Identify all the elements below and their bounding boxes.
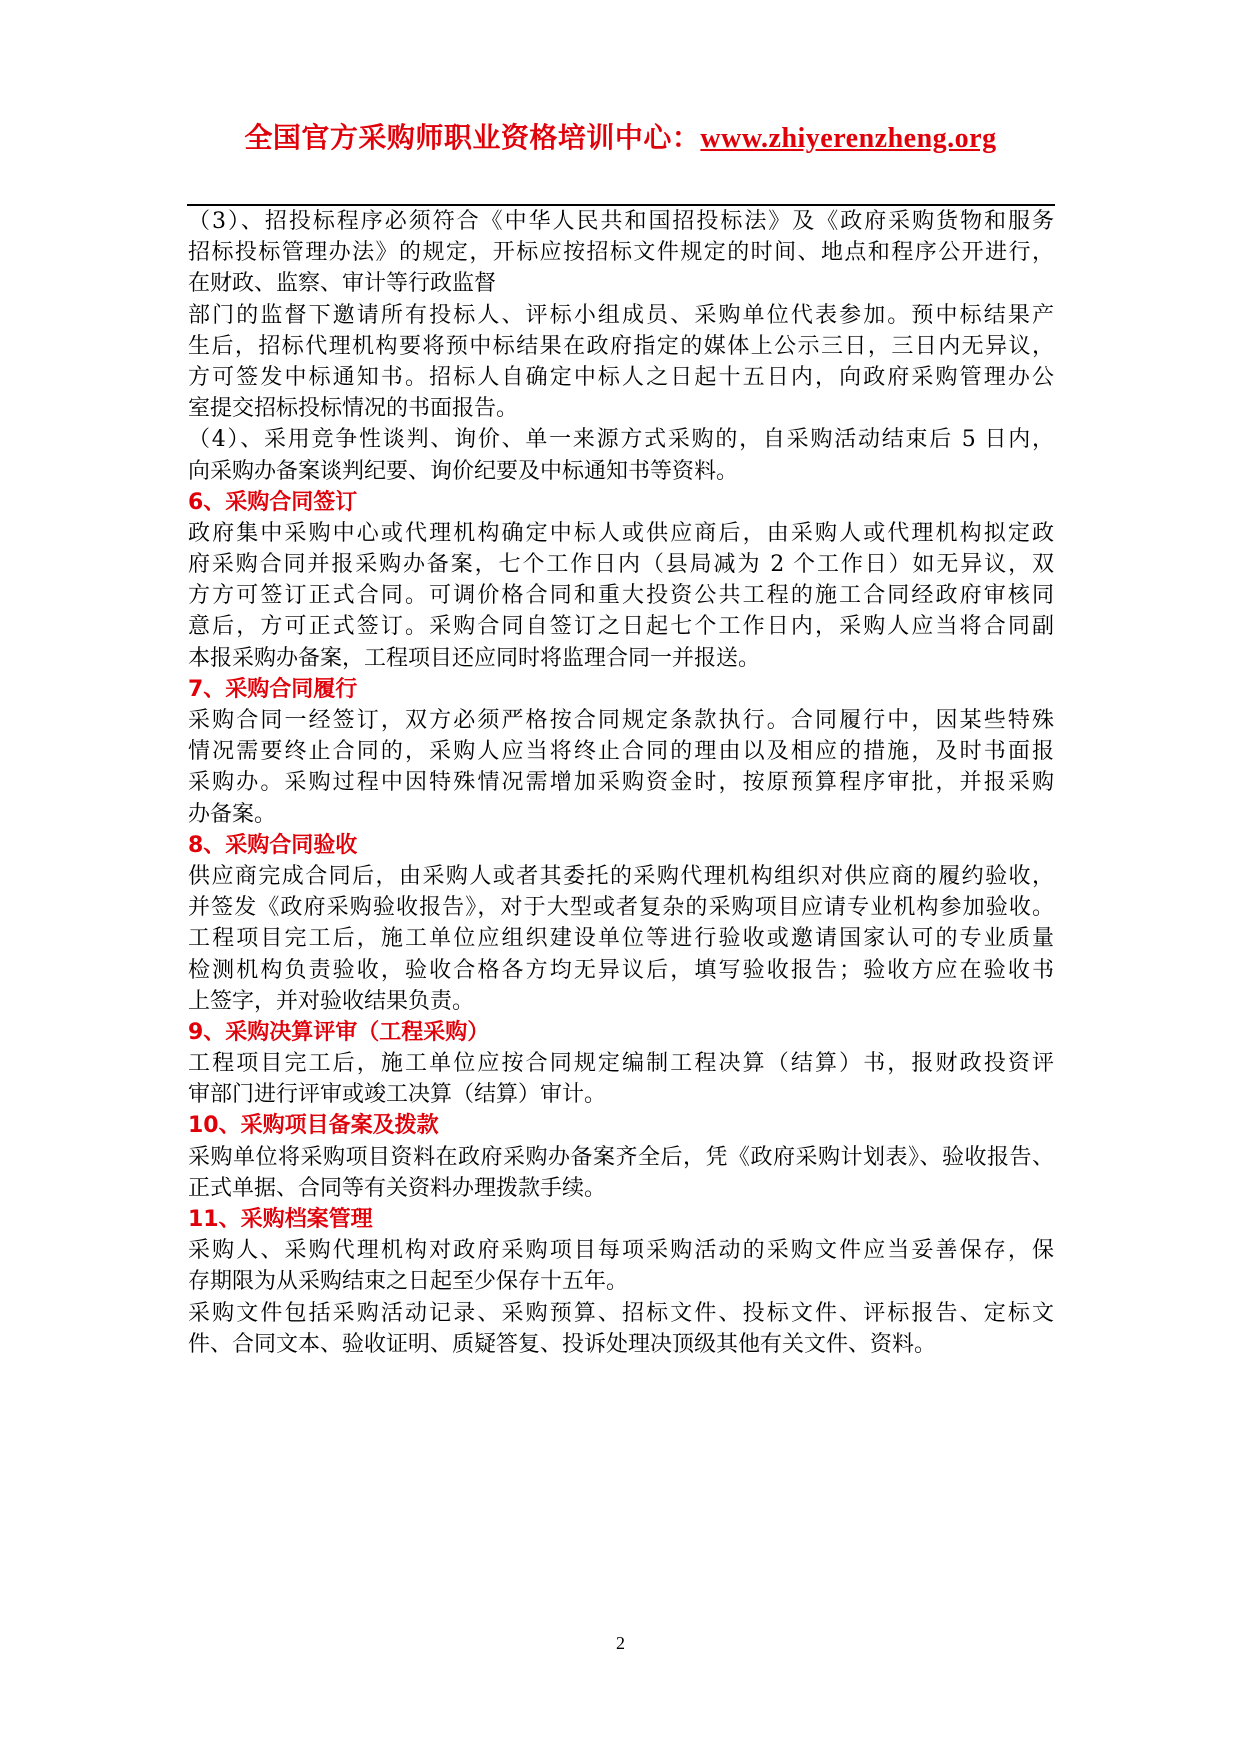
section-heading: 11、采购档案管理	[188, 1207, 373, 1232]
text-line: 采购人、采购代理机构对政府采购项目每项采购活动的采购文件应当妥善保存，保	[188, 1238, 1054, 1264]
text-line: （3）、招投标程序必须符合《中华人民共和国招投标法》及《政府采购货物和服务	[188, 209, 1054, 234]
text-line: 意后，方可正式签订。采购合同自签订之日起七个工作日内，采购人应当将合同副	[188, 614, 1054, 640]
text-line: 工程项目完工后，施工单位应组织建设单位等进行验收或邀请国家认可的专业质量	[188, 926, 1054, 952]
text-line: 上签字，并对验收结果负责。	[188, 988, 475, 1014]
text-line: 向采购办备案谈判纪要、询价纪要及中标通知书等资料。	[188, 458, 739, 484]
text-line: （4）、采用竞争性谈判、询价、单一来源方式采购的，自采购活动结束后 5 日内，	[188, 427, 1054, 453]
page-number: 2	[616, 1633, 625, 1653]
text-line: 采购办。采购过程中因特殊情况需增加采购资金时，按原预算程序审批，并报采购	[188, 770, 1054, 796]
section-heading: 6、采购合同签订	[188, 489, 358, 515]
text-line: 办备案。	[188, 801, 277, 827]
text-line: 采购单位将采购项目资料在政府采购办备案齐全后，凭《政府采购计划表》、验收报告、	[188, 1144, 1054, 1170]
section-heading: 10、采购项目备案及拨款	[188, 1113, 439, 1139]
text-line: 生后，招标代理机构要将预中标结果在政府指定的媒体上公示三日，三日内无异议，	[188, 333, 1054, 359]
text-line: 招标投标管理办法》的规定，开标应按招标文件规定的时间、地点和程序公开进行，	[188, 240, 1054, 266]
text-line: 件、合同文本、验收证明、质疑答复、投诉处理决顶级其他有关文件、资料。	[188, 1331, 937, 1357]
document-body	[188, 206, 1054, 1360]
text-line: 情况需要终止合同的，采购人应当将终止合同的理由以及相应的措施，及时书面报	[188, 739, 1054, 765]
text-line: 本报采购办备案，工程项目还应同时将监理合同一并报送。	[188, 645, 761, 671]
text-line: 方方可签订正式合同。可调价格合同和重大投资公共工程的施工合同经政府审核同	[188, 583, 1054, 609]
text-line: 室提交招标投标情况的书面报告。	[188, 396, 519, 422]
text-line: 方可签发中标通知书。招标人自确定中标人之日起十五日内，向政府采购管理办公	[188, 364, 1054, 390]
text-line: 检测机构负责验收，验收合格各方均无异议后，填写验收报告；验收方应在验收书	[188, 957, 1054, 983]
text-line: 部门的监督下邀请所有投标人、评标小组成员、采购单位代表参加。预中标结果产	[188, 302, 1054, 328]
header-title: 全国官方采购师职业资格培训中心：	[244, 121, 701, 154]
text-line: 采购文件包括采购活动记录、采购预算、招标文件、投标文件、评标报告、定标文	[188, 1300, 1054, 1326]
text-line: 政府集中采购中心或代理机构确定中标人或供应商后，由采购人或代理机构拟定政	[188, 520, 1054, 546]
header-url-link[interactable]: www.zhiyerenzheng.org	[700, 123, 997, 154]
section-heading: 9、采购决算评审（工程采购）	[188, 1019, 490, 1045]
text-line: 审部门进行评审或竣工决算（结算）审计。	[188, 1082, 607, 1108]
text-line: 府采购合同并报采购办备案，七个工作日内（县局减为 2 个工作日）如无异议，双	[188, 552, 1054, 578]
section-heading: 7、采购合同履行	[188, 676, 358, 702]
text-line: 并签发《政府采购验收报告》，对于大型或者复杂的采购项目应请专业机构参加验收。	[188, 895, 1054, 921]
text-line: 供应商完成合同后，由采购人或者其委托的采购代理机构组织对供应商的履约验收，	[188, 863, 1054, 889]
text-line: 正式单据、合同等有关资料办理拨款手续。	[188, 1175, 607, 1201]
text-line: 在财政、监察、审计等行政监督	[188, 271, 497, 297]
text-line: 存期限为从采购结束之日起至少保存十五年。	[188, 1269, 629, 1295]
text-line: 采购合同一经签订，双方必须严格按合同规定条款执行。合同履行中，因某些特殊	[188, 708, 1054, 733]
section-heading: 8、采购合同验收	[188, 832, 358, 858]
text-line: 工程项目完工后，施工单位应按合同规定编制工程决算（结算）书，报财政投资评	[188, 1051, 1054, 1077]
page-header	[0, 116, 1241, 156]
